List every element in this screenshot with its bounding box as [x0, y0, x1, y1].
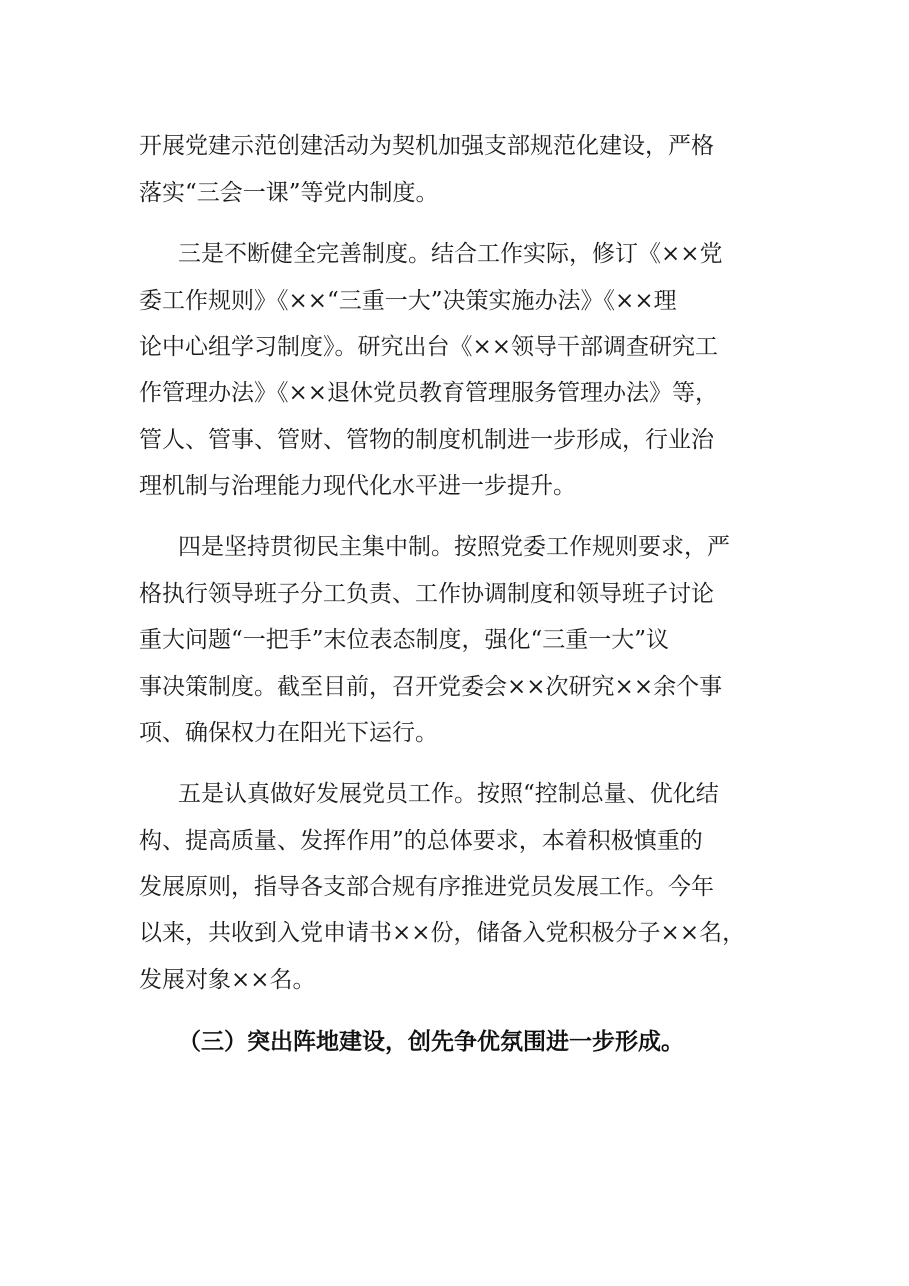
section-heading: （三）突出阵地建设，创先争优氛围进一步形成。	[178, 1029, 684, 1055]
paragraph-2-line-1: 三是不断健全完善制度。结合工作实际，修订《××党	[178, 241, 723, 267]
paragraph-1-line-2: 落实“三会一课”等党内制度。	[139, 180, 439, 206]
paragraph-4-line-2: 构、提高质量、发挥作用”的总体要求，本着积极慎重的	[139, 828, 703, 854]
paragraph-4-line-5: 发展对象××名。	[139, 967, 316, 993]
paragraph-3-line-2: 格执行领导班子分工负责、工作协调制度和领导班子讨论	[139, 581, 714, 607]
paragraph-4-line-3: 发展原则，指导各支部合规有序推进党员发展工作。今年	[139, 874, 714, 900]
paragraph-3-line-5: 项、确保权力在阳光下运行。	[139, 720, 438, 746]
paragraph-2-line-5: 管人、管事、管财、管物的制度机制进一步形成，行业治	[139, 427, 714, 453]
paragraph-2-line-6: 理机制与治理能力现代化水平进一步提升。	[139, 473, 576, 499]
paragraph-3-line-4: 事决策制度。截至目前，召开党委会××次研究××余个事	[139, 674, 723, 700]
paragraph-2-line-3: 论中心组学习制度》。研究出台《××领导干部调查研究工	[139, 334, 719, 360]
paragraph-4-line-4: 以来，共收到入党申请书××份，储备入党积极分子××名，	[139, 920, 746, 946]
paragraph-2-line-2: 委工作规则》《××“三重一大”决策实施办法》《××理	[139, 288, 677, 314]
paragraph-3-line-3: 重大问题“一把手”末位表态制度，强化“三重一大”议	[139, 627, 670, 653]
paragraph-2-line-4: 作管理办法》《××退休党员教育管理服务管理办法》等，	[139, 380, 719, 406]
paragraph-1-line-1: 开展党建示范创建活动为契机加强支部规范化建设，严格	[139, 133, 714, 159]
paragraph-3-line-1: 四是坚持贯彻民主集中制。按照党委工作规则要求，严	[178, 534, 730, 560]
paragraph-4-line-1: 五是认真做好发展党员工作。按照“控制总量、优化结	[178, 781, 719, 807]
